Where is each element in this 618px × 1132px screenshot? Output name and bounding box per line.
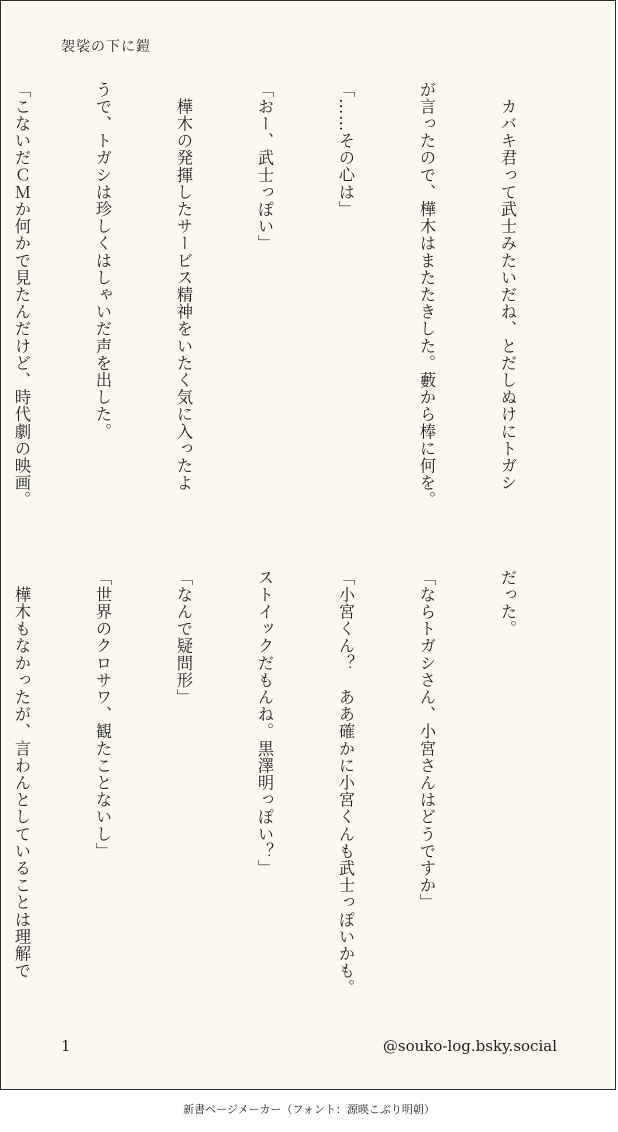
footer-credit: 新書ページメーカー（フォント：源暎こぶり明朝）	[183, 1103, 435, 1116]
text-column: 「ならトガシさん、小宮さんはどうですか」	[417, 569, 436, 911]
page-number: 1	[61, 1037, 71, 1055]
page-title: 袈裟の下に鎧	[61, 39, 151, 55]
text-block-top	[0, 81, 575, 541]
text-column: ストイックだもんね。黒澤明っぽい？」	[255, 569, 274, 877]
text-column: 樺木もなかったが、言わんとしていることは理解で	[12, 569, 31, 980]
text-column: だった。	[498, 569, 517, 638]
text-column: 「おー、武士っぽい」	[255, 81, 274, 252]
text-column: 「なんで疑問形」	[174, 569, 193, 706]
text-block-bottom	[0, 569, 575, 1029]
text-column: 「小宮くん？ ああ確かに小宮くんも武士っぽいかも。	[336, 569, 355, 997]
author-handle: @souko-log.bsky.social	[382, 1037, 557, 1055]
text-column: うで、トガシは珍しくはしゃいだ声を出した。	[93, 81, 112, 441]
text-column: カバキ君って武士みたいだね、とだしぬけにトガシ	[498, 81, 517, 492]
text-column: が言ったので、樺木はまたたきした。藪から棒に何を。	[417, 81, 436, 509]
text-column: 樺木の発揮したサービス精神をいたく気に入ったよ	[174, 81, 193, 492]
text-column: 「世界のクロサワ、観たことないし」	[93, 569, 112, 860]
text-column: 「……その心は」	[336, 81, 355, 218]
text-column: 「こないだＣＭか何かで見たんだけど、時代劇の映画。	[12, 81, 31, 509]
